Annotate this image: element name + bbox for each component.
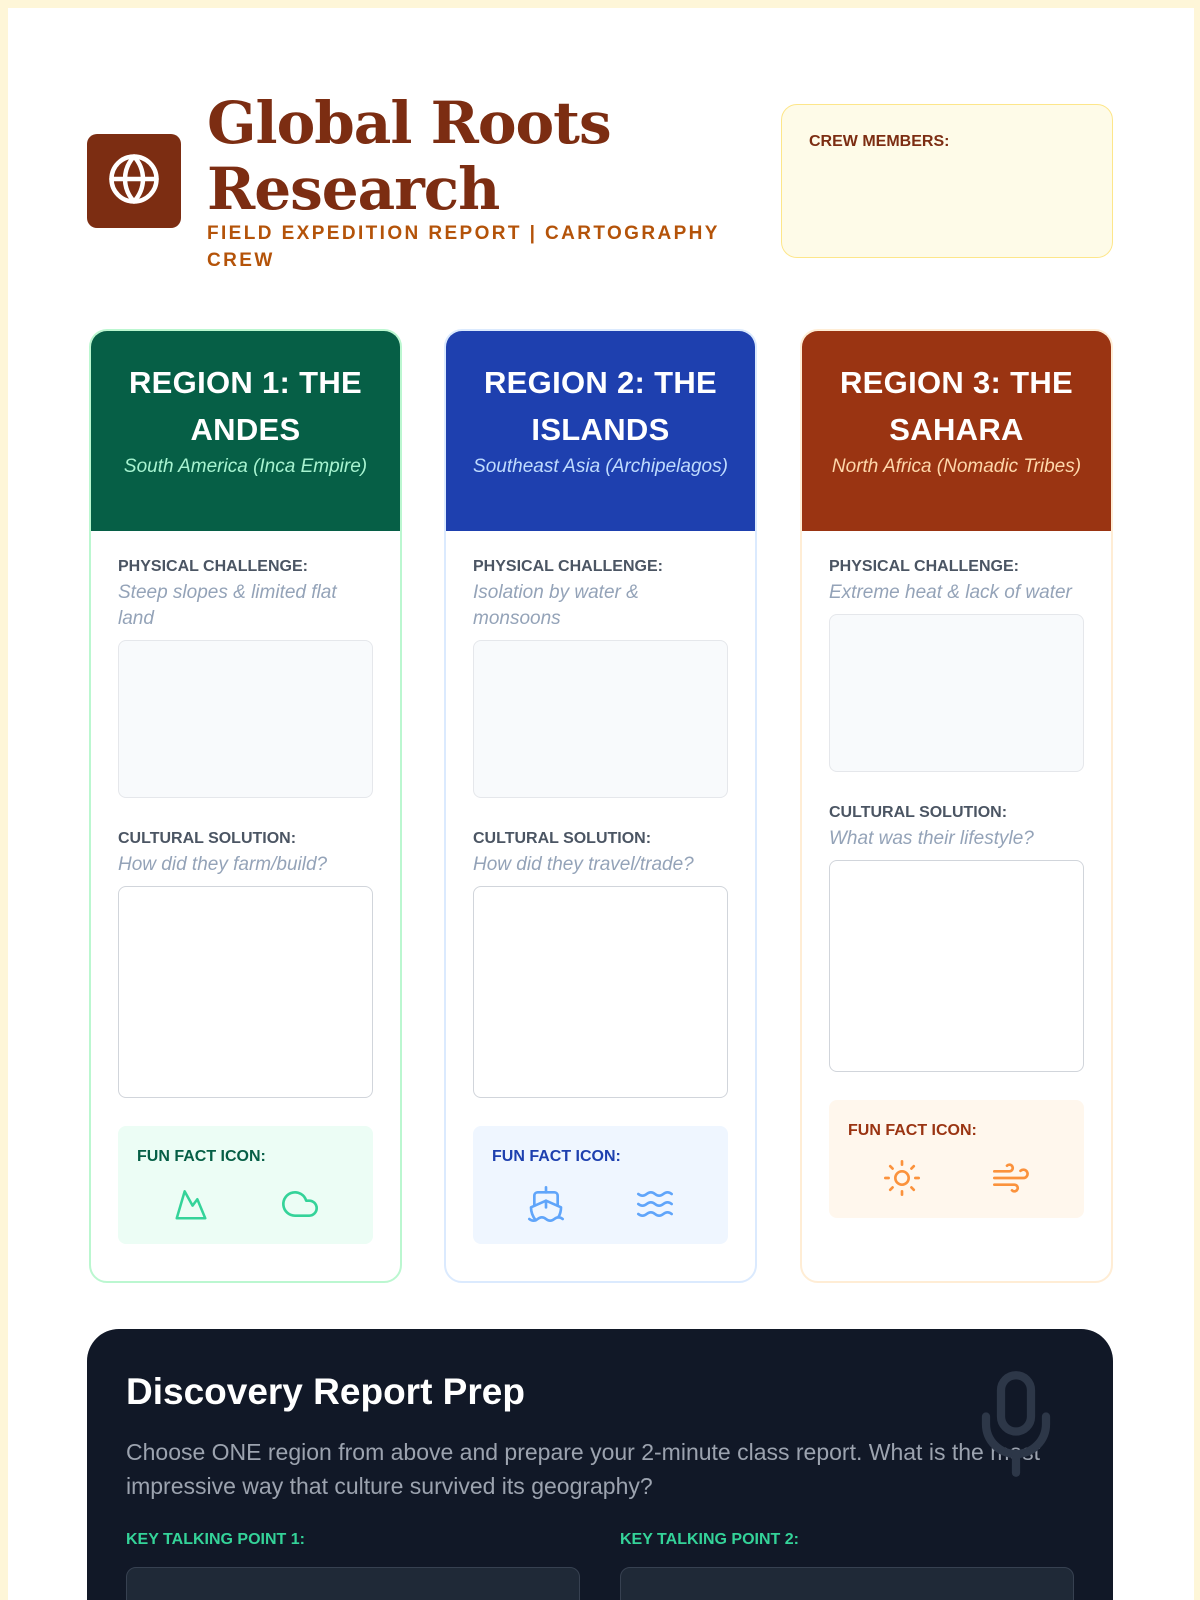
physical-challenge-hint: Isolation by water & monsoons <box>473 582 639 629</box>
cultural-solution-field[interactable] <box>118 886 373 1098</box>
discovery-report-section <box>87 1329 1113 1600</box>
physical-challenge-label: PHYSICAL CHALLENGE: <box>118 558 308 575</box>
physical-challenge-hint: Steep slopes & limited flat land <box>118 582 337 629</box>
waves-icon <box>635 1184 675 1224</box>
cultural-solution-hint: What was their lifestyle? <box>829 828 1034 849</box>
sun-icon <box>882 1158 922 1198</box>
talking-point-2-field[interactable] <box>620 1567 1074 1600</box>
ship-icon <box>526 1184 566 1224</box>
region-header <box>91 331 400 531</box>
physical-challenge-field[interactable] <box>118 640 373 798</box>
physical-challenge-label: PHYSICAL CHALLENGE: <box>829 558 1019 575</box>
physical-challenge-label: PHYSICAL CHALLENGE: <box>473 558 663 575</box>
region-title: REGION 1: THE ANDES <box>129 365 362 447</box>
physical-challenge-field[interactable] <box>473 640 728 798</box>
page-subtitle: FIELD EXPEDITION REPORT | CARTOGRAPHY CREW <box>207 223 720 271</box>
region-location: North Africa (Nomadic Tribes) <box>831 456 1082 477</box>
region-header <box>446 331 755 531</box>
region-title: REGION 2: THE ISLANDS <box>484 365 717 447</box>
region-card-islands <box>444 329 757 1283</box>
fun-fact-box <box>118 1126 373 1244</box>
region-card-sahara <box>800 329 1113 1283</box>
logo <box>87 134 181 228</box>
talking-point-1-label: KEY TALKING POINT 1: <box>126 1531 305 1548</box>
region-title: REGION 3: THE SAHARA <box>840 365 1073 447</box>
fun-fact-box <box>829 1100 1084 1218</box>
region-header <box>802 331 1111 531</box>
cultural-solution-hint: How did they travel/trade? <box>473 854 694 875</box>
page-title: Global Roots Research <box>207 89 611 223</box>
talking-point-2-label: KEY TALKING POINT 2: <box>620 1531 799 1548</box>
cultural-solution-label: CULTURAL SOLUTION: <box>473 830 652 847</box>
discovery-title: Discovery Report Prep <box>126 1371 525 1412</box>
cultural-solution-hint: How did they farm/build? <box>118 854 328 875</box>
region-location: Southeast Asia (Archipelagos) <box>473 456 728 477</box>
region-location: South America (Inca Empire) <box>123 456 368 477</box>
microphone-icon <box>971 1369 1061 1484</box>
fun-fact-box <box>473 1126 728 1244</box>
cultural-solution-field[interactable] <box>829 860 1084 1072</box>
mountain-icon <box>171 1184 211 1224</box>
cultural-solution-label: CULTURAL SOLUTION: <box>118 830 297 847</box>
physical-challenge-hint: Extreme heat & lack of water <box>829 582 1072 603</box>
cultural-solution-field[interactable] <box>473 886 728 1098</box>
fun-fact-label: FUN FACT ICON: <box>492 1148 621 1165</box>
cloud-icon <box>280 1184 320 1224</box>
talking-point-2 <box>620 1531 1074 1600</box>
wind-icon <box>991 1158 1031 1198</box>
cultural-solution-label: CULTURAL SOLUTION: <box>829 804 1008 821</box>
physical-challenge-field[interactable] <box>829 614 1084 772</box>
crew-members-field[interactable] <box>781 104 1113 258</box>
region-card-andes <box>89 329 402 1283</box>
globe-icon <box>107 152 161 211</box>
fun-fact-label: FUN FACT ICON: <box>137 1148 266 1165</box>
discovery-instructions: Choose ONE region from above and prepare your 2-minute class report. What is the most impressive way that culture survived its geography? <box>126 1439 1041 1499</box>
talking-point-1-field[interactable] <box>126 1567 580 1600</box>
crew-members-label: CREW MEMBERS: <box>809 133 950 150</box>
worksheet-page <box>8 8 1194 1600</box>
talking-point-1 <box>126 1531 580 1600</box>
fun-fact-label: FUN FACT ICON: <box>848 1122 977 1139</box>
